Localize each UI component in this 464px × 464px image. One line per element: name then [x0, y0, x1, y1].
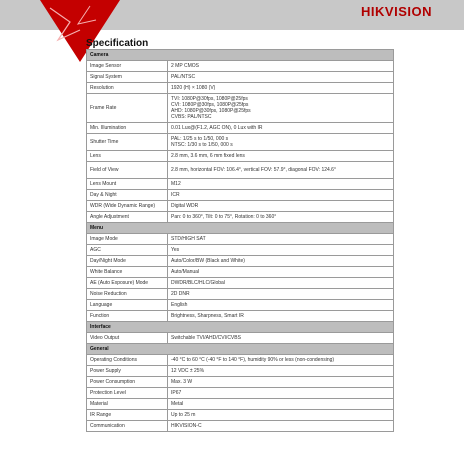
table-row — [87, 61, 394, 72]
table-row — [87, 300, 394, 311]
spec-label: Protection Level — [87, 388, 168, 399]
spec-label: Material — [87, 399, 168, 410]
spec-label: Resolution — [87, 83, 168, 94]
spec-value: STD/HIGH SAT — [168, 234, 394, 245]
spec-value: Switchable TVI/AHD/CVI/CVBS — [168, 333, 394, 344]
spec-label: Communication — [87, 421, 168, 432]
table-row — [87, 289, 394, 300]
spec-label: Min. Illumination — [87, 123, 168, 134]
spec-label: Day/Night Mode — [87, 256, 168, 267]
spec-label: WDR (Wide Dynamic Range) — [87, 201, 168, 212]
spec-label: Angle Adjustment — [87, 212, 168, 223]
table-row — [87, 399, 394, 410]
spec-value: Brightness, Sharpness, Smart IR — [168, 311, 394, 322]
table-row — [87, 151, 394, 162]
table-row — [87, 311, 394, 322]
section-header — [87, 322, 394, 333]
table-row — [87, 234, 394, 245]
spec-value: Metal — [168, 399, 394, 410]
spec-label: AE (Auto Exposure) Mode — [87, 278, 168, 289]
table-row — [87, 267, 394, 278]
spec-value: M12 — [168, 179, 394, 190]
spec-value: 2 MP CMOS — [168, 61, 394, 72]
section-header — [87, 50, 394, 61]
spec-value: English — [168, 300, 394, 311]
table-row — [87, 278, 394, 289]
spec-value: ICR — [168, 190, 394, 201]
spec-label: Frame Rate — [87, 94, 168, 123]
table-row — [87, 134, 394, 151]
spec-value: PAL: 1/25 s to 1/50, 000 s NTSC: 1/30 s to 1/50, 000 s — [168, 134, 394, 151]
spec-value: HIKVISION-C — [168, 421, 394, 432]
spec-label: AGC — [87, 245, 168, 256]
spec-value: IP67 — [168, 388, 394, 399]
section-header — [87, 223, 394, 234]
spec-value: Digital WDR — [168, 201, 394, 212]
spec-value: Max. 3 W — [168, 377, 394, 388]
table-row — [87, 377, 394, 388]
table-row — [87, 388, 394, 399]
spec-value: Yes — [168, 245, 394, 256]
spec-label: Power Supply — [87, 366, 168, 377]
spec-value: PAL/NTSC — [168, 72, 394, 83]
spec-label: Shutter Time — [87, 134, 168, 151]
spec-value: Pan: 0 to 360°, Tilt: 0 to 75°, Rotation: 0 to 360° — [168, 212, 394, 223]
spec-value: -40 °C to 60 °C (-40 °F to 140 °F), humidity 90% or less (non-condensing) — [168, 355, 394, 366]
table-row — [87, 245, 394, 256]
spec-value: 2D DNR — [168, 289, 394, 300]
table-row — [87, 256, 394, 267]
spec-table — [86, 49, 394, 432]
spec-label: Lens Mount — [87, 179, 168, 190]
table-row — [87, 355, 394, 366]
table-row — [87, 190, 394, 201]
brand-logo: HIKVISION — [361, 4, 432, 19]
spec-label: Noise Reduction — [87, 289, 168, 300]
section-title: General — [87, 344, 394, 355]
spec-value: 0.01 Lux@(F1.2, AGC ON), 0 Lux with IR — [168, 123, 394, 134]
spec-label: Day & Night — [87, 190, 168, 201]
spec-value: 12 VDC ± 25% — [168, 366, 394, 377]
table-row — [87, 94, 394, 123]
table-row — [87, 333, 394, 344]
spec-label: IR Range — [87, 410, 168, 421]
section-title: Camera — [87, 50, 394, 61]
spec-label: Image Mode — [87, 234, 168, 245]
spec-label: Lens — [87, 151, 168, 162]
spec-label: Language — [87, 300, 168, 311]
table-row — [87, 123, 394, 134]
spec-value: 1920 (H) × 1080 (V) — [168, 83, 394, 94]
table-row — [87, 83, 394, 94]
table-row — [87, 179, 394, 190]
spec-label: White Balance — [87, 267, 168, 278]
table-row — [87, 201, 394, 212]
spec-value: DWDR/BLC/HLC/Global — [168, 278, 394, 289]
spec-label: Field of View — [87, 162, 168, 179]
spec-value: TVI: 1080P@30fps, 1080P@25fps CVI: 1080P@30fps, 1080P@25fps AHD: 1080P@30fps, 1080P@25fps CVBS: PAL/NTSC — [168, 94, 394, 123]
spec-value: Auto/Manual — [168, 267, 394, 278]
spec-value: Auto/Color/BW (Black and White) — [168, 256, 394, 267]
spec-value: 2.8 mm, 3.6 mm, 6 mm fixed lens — [168, 151, 394, 162]
spec-label: Video Output — [87, 333, 168, 344]
table-row — [87, 366, 394, 377]
spec-label: Function — [87, 311, 168, 322]
page-title: Specification — [86, 38, 149, 49]
spec-label: Operating Conditions — [87, 355, 168, 366]
spec-value: Up to 25 m — [168, 410, 394, 421]
spec-label: Image Sensor — [87, 61, 168, 72]
table-row — [87, 212, 394, 223]
section-header — [87, 344, 394, 355]
table-row — [87, 410, 394, 421]
table-row — [87, 72, 394, 83]
table-row — [87, 421, 394, 432]
table-row — [87, 162, 394, 179]
spec-value: 2.8 mm, horizontal FOV: 106.4°, vertical FOV: 57.9°, diagonal FOV: 124.6° — [168, 162, 394, 179]
spec-label: Signal System — [87, 72, 168, 83]
section-title: Interface — [87, 322, 394, 333]
spec-label: Power Consumption — [87, 377, 168, 388]
section-title: Menu — [87, 223, 394, 234]
